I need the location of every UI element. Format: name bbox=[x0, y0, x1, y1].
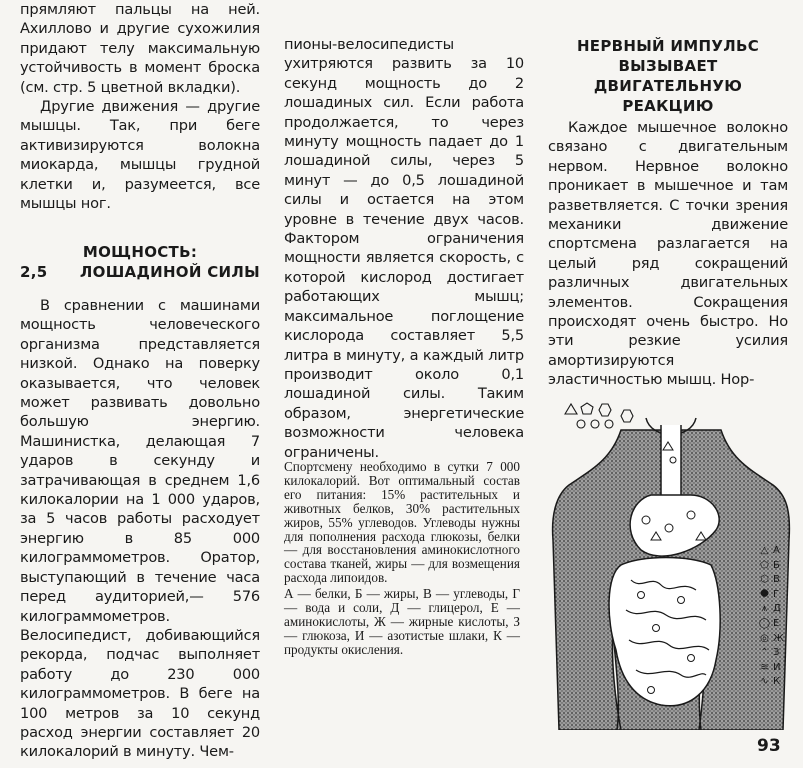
pentagon-icon: ⬠ bbox=[760, 559, 769, 571]
chevron-icon: ⌃ bbox=[760, 647, 769, 659]
section-heading-nerve bbox=[548, 36, 788, 116]
legend-item: ≋ И bbox=[758, 661, 792, 676]
column-left-body bbox=[20, 296, 260, 762]
legend-item: △ А bbox=[758, 544, 792, 559]
section-heading-power bbox=[20, 242, 260, 282]
ring-icon: ◯ bbox=[758, 617, 771, 629]
caption-nutrition: Спортсмену необходимо в сутки 7 000 килокалорий. Вот оптимальный состав его питания: 15% растительных и животных белков, 30% растительных жиров, 55% углеводов. Углеводы нужны для пополнения расхода глюкозы, белки — для восстановления аминокислотного состава тканей, жиры — для возмещения расхода липоидов. bbox=[284, 459, 520, 586]
column-middle bbox=[284, 35, 524, 462]
figure-legend bbox=[758, 544, 792, 690]
legend-item: ⌃ З bbox=[758, 646, 792, 661]
paragraph-tendons: прямляют пальцы на ней. Ахиллово и другие сухожилия придают телу максимальную устойчивость в момент броска (см. стр. 5 цветной вкладки). bbox=[20, 1, 260, 96]
zigzag-icon: ≋ bbox=[760, 661, 769, 673]
octagon-icon: ⯃ bbox=[760, 588, 769, 600]
paragraph-human-power: В сравнении с машинами мощность человеческого организма представляется низкой. Однако на поверку оказывается, что человек может развивать довольно большую энергию. Машинистка, делающая 7 ударов в секунду и затрачивающая в среднем 1,6 килокалории на 1 000 ударов, за 5 часов работы расходует энергию в 85 000 килограммометров. Оратор, выступающий в течение часа перед аудиторией,— 576 килограммометров. Велосипедист, добивающийся рекорда, подчас выполняет работу до 230 000 килограммометров. В беге на 100 метров за 10 секунд расход энергии составляет 20 килокалорий в минуту. Чем- bbox=[20, 297, 260, 761]
double-ring-icon: ◎ bbox=[760, 632, 769, 644]
paragraph-running-muscles: Другие движения — другие мышцы. Так, при беге активизируются волокна миокарда, мышцы грудной клетки и, разумеется, все мышцы ног. bbox=[20, 98, 260, 213]
fork-icon: ⩚ bbox=[761, 603, 768, 615]
legend-item: ∿ К bbox=[758, 675, 792, 690]
legend-item: ⩚ Д bbox=[758, 602, 792, 617]
squiggle-icon: ∿ bbox=[760, 676, 769, 688]
heading-power-number: 2,5 bbox=[20, 263, 48, 281]
heading-nerve-line3: РЕАКЦИЮ bbox=[622, 97, 714, 115]
torso-drawing bbox=[551, 400, 791, 730]
heading-power-line2 bbox=[20, 262, 260, 282]
heading-power-unit: ЛОШАДИНОЙ СИЛЫ bbox=[79, 263, 260, 281]
figure-caption bbox=[284, 460, 520, 657]
column-left bbox=[20, 0, 260, 213]
legend-item: ⯃ Г bbox=[758, 588, 792, 603]
legend-item: ⬡ В bbox=[758, 573, 792, 588]
digestion-illustration bbox=[551, 400, 791, 730]
hexagon-icon: ⬡ bbox=[760, 574, 769, 586]
heading-nerve-line1: НЕРВНЫЙ ИМПУЛЬС bbox=[576, 37, 760, 55]
heading-power-line1: МОЩНОСТЬ: bbox=[82, 243, 198, 261]
legend-item: ⬠ Б bbox=[758, 559, 792, 574]
legend-item: ◎ Ж bbox=[758, 632, 792, 647]
paragraph-cyclists: пионы-велосипедисты ухитряются развить за 10 секунд мощность до 2 лошадиных сил. Если работа продолжается, то через минуту мощность падает до 1 лошадиной силы, через 5 минут — до 0,5 лошадиной силы и остается на этом уровне в течение двух часов. Фактором ограничения мощности является скорость, с которой кислород достигает работающих мышц; максимальное поглощение кислорода составляет 5,5 литра в минуту, а каждый литр производит около 0,1 лошадиной силы. Таким образом, энергетические возможности человека ограничены. bbox=[284, 36, 524, 461]
legend-item: ◯ Е bbox=[758, 617, 792, 632]
heading-nerve-line2: ВЫЗЫВАЕТ ДВИГАТЕЛЬНУЮ bbox=[593, 57, 743, 95]
triangle-icon: △ bbox=[760, 545, 769, 556]
paragraph-nerve-impulse: Каждое мышечное волокно связано с двигательным нервом. Нервное волокно проникает в мышечное и там разветвляется. С точки зрения механики движение спортсмена разлагается на целый ряд сокращений различных двигательных элементов. Сокращения происходят очень быстро. Но эти резкие усилия амортизируются эластичностью мышц. Нор- bbox=[548, 119, 788, 389]
page-number: 93 bbox=[757, 736, 781, 756]
column-right bbox=[548, 118, 788, 390]
caption-legend-text: А — белки, Б — жиры, В — углеводы, Г — вода и соли, Д — глицерол, Е — аминокислоты, Ж — жирные кислоты, З — глюкоза, И — азотистые шлаки, К — продукты окисления. bbox=[284, 586, 520, 657]
